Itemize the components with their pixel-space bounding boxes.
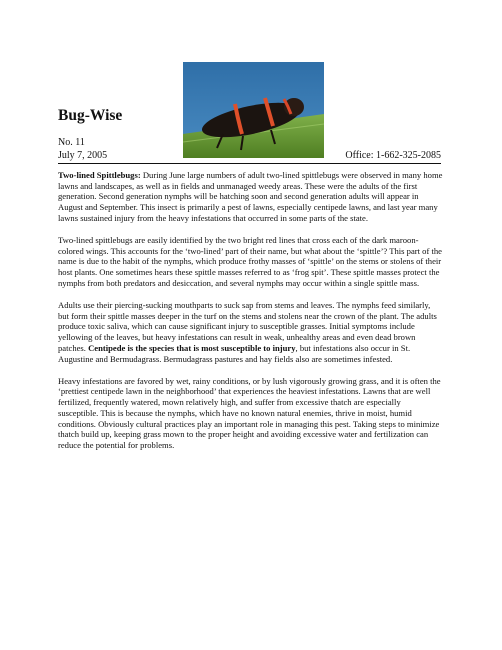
paragraph-2: Two-lined spittlebugs are easily identified by the two bright red lines that cross each of the dark maroon-colored wings. This accounts for the ‘two-lined’ part of their name, but what about the ‘spittle’? This part of the name is due to the habit of the nymphs, which produce frothy masses of ‘spittle’ on the stems or stolens of their host plants. One sometimes hears these spittle masses referred to as ‘frog spit’. These spittle masses protect the nymphs from both predators and desiccation, and several nymphs may occur within a single spittle mass. (58, 235, 442, 288)
issue-number: No. 11 (58, 137, 85, 148)
paragraph-3-emphasis: Centipede is the species that is most susceptible to injury (88, 342, 296, 353)
paragraph-1 (58, 170, 443, 224)
paragraph-1-text: During June large numbers of adult two-lined spittlebugs were observed in many home lawns and landscapes, as well as in fields and unmanaged weedy areas. These were the adults of the first generation. Second generation nymphs will be hatching soon and second generation adults will appear in August and September. This insect is primarily a pest of lawns, especially centipede lawns, and last year many lawns sustained injury from the heavy infestations that occurred in some parts of the state. (58, 170, 443, 223)
paragraph-3-text-after: , but infestations also occur in St. Augustine and Bermudagrass. Bermudagrass pastures and hay fields also are sometimes infested. (58, 342, 411, 364)
dateline (58, 150, 441, 162)
paragraph-3-text-before: Adults use their piercing-sucking mouthparts to suck sap from stems and leaves. The nymphs feed similarly, but form their spittle masses deeper in the turf on the stems and stolens near the crown of the plant. The adults produce toxic saliva, which can cause significant injury to susceptible grasses. Initial symptoms include yellowing of the leaves, but heavy infestations can result in weak, unhealthy areas and even dead brown patches. (58, 300, 437, 353)
paragraph-3 (58, 300, 443, 364)
paragraph-4: Heavy infestations are favored by wet, rainy conditions, or by lush vigorously growing grass, and it is often the ‘prettiest centipede lawn in the neighborhood’ that experiences the heaviest infestations. Lawns that are well fertilized, frequently watered, mown relatively high, and suffer from excessive thatch are especially susceptible. This is because the nymphs, which have no known natural enemies, thrive in moist, humid conditions. Obviously cultural practices play an important role in managing this pest. Taking steps to minimize thatch build up, keeping grass mown to the proper height and avoiding excessive water and fertilization can reduce the potential for problems. (58, 375, 441, 450)
office-phone: Office: 1-662-325-2085 (345, 150, 441, 161)
page-title: Bug-Wise (58, 107, 123, 124)
article-body (58, 170, 443, 462)
issue-date: July 7, 2005 (58, 150, 108, 161)
header-divider (58, 163, 441, 164)
spittlebug-photo (183, 62, 324, 158)
section-heading: Two-lined Spittlebugs: (58, 170, 141, 180)
